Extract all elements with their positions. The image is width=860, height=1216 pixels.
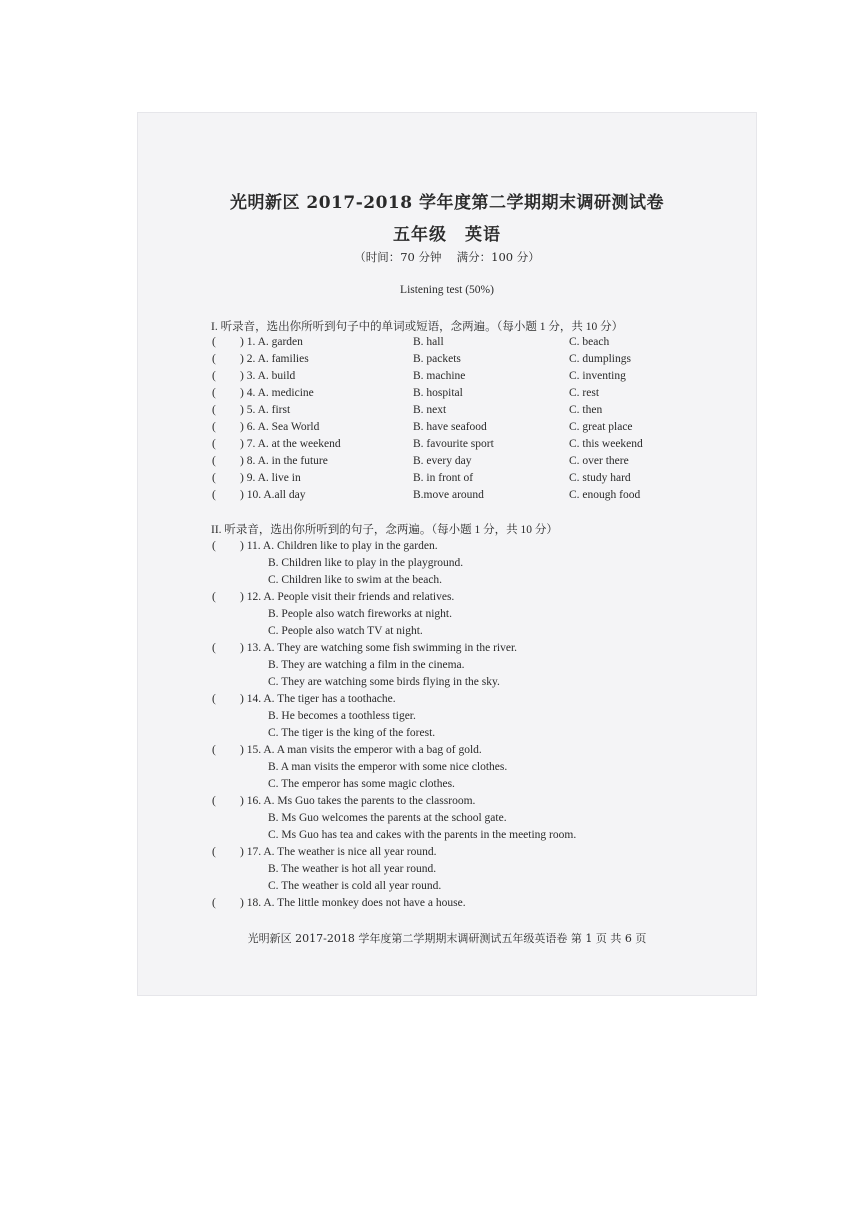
option-a: ) 6. A. Sea World	[240, 421, 320, 433]
option-c: C. enough food	[569, 489, 641, 501]
answer-bracket[interactable]: (	[212, 897, 216, 909]
exam-page	[137, 112, 757, 996]
option-b: B. The weather is hot all year round.	[268, 863, 437, 875]
answer-bracket[interactable]: (	[212, 591, 216, 603]
option-c: C. The emperor has some magic clothes.	[268, 778, 455, 790]
option-a: ) 14. A. The tiger has a toothache.	[240, 693, 396, 705]
answer-bracket[interactable]: (	[212, 455, 216, 467]
option-c: C. The tiger is the king of the forest.	[268, 727, 436, 739]
answer-bracket[interactable]: (	[212, 693, 216, 705]
option-a: ) 17. A. The weather is nice all year round.	[240, 846, 437, 858]
answer-bracket[interactable]: (	[212, 642, 216, 654]
option-a: ) 11. A. Children like to play in the garden.	[240, 540, 438, 552]
option-a: ) 4. A. medicine	[240, 387, 314, 399]
option-b: B. favourite sport	[413, 438, 494, 450]
option-b: B. machine	[413, 370, 466, 382]
option-b: B.move around	[413, 489, 484, 501]
option-c: C. Ms Guo has tea and cakes with the parents in the meeting room.	[268, 829, 577, 841]
option-c: C. They are watching some birds flying in the sky.	[268, 676, 500, 688]
answer-bracket[interactable]: (	[212, 370, 216, 382]
option-c: C. then	[569, 404, 603, 416]
option-a: ) 3. A. build	[240, 370, 296, 382]
option-b: B. hall	[413, 336, 444, 348]
answer-bracket[interactable]: (	[212, 472, 216, 484]
option-c: C. this weekend	[569, 438, 643, 450]
exam-info: （时间：70 分钟 满分：100 分）	[354, 250, 540, 264]
option-c: C. Children like to swim at the beach.	[268, 574, 443, 586]
answer-bracket[interactable]: (	[212, 744, 216, 756]
answer-bracket[interactable]: (	[212, 489, 216, 501]
option-b: B. A man visits the emperor with some nice clothes.	[268, 761, 508, 773]
option-a: ) 7. A. at the weekend	[240, 438, 341, 450]
option-b: B. They are watching a film in the cinema.	[268, 659, 465, 671]
option-a: ) 10. A.all day	[240, 489, 306, 501]
option-a: ) 12. A. People visit their friends and relatives.	[240, 591, 455, 603]
option-a: ) 2. A. families	[240, 353, 309, 365]
page-footer: 光明新区 2017-2018 学年度第二学期期末调研测试五年级英语卷 第 1 页 共 6 页	[247, 932, 647, 945]
option-b: B. next	[413, 404, 447, 416]
option-b: B. have seafood	[413, 421, 487, 433]
option-a: ) 8. A. in the future	[240, 455, 328, 467]
exam-subtitle: 五年级 英语	[393, 225, 501, 245]
option-a: ) 9. A. live in	[240, 472, 301, 484]
option-b: B. hospital	[413, 387, 463, 399]
option-b: B. He becomes a toothless tiger.	[268, 710, 416, 722]
option-b: B. packets	[413, 353, 461, 365]
exam-title: 光明新区 2017-2018 学年度第二学期期末调研测试卷	[229, 193, 665, 213]
option-c: C. great place	[569, 421, 633, 433]
answer-bracket[interactable]: (	[212, 387, 216, 399]
option-c: C. study hard	[569, 472, 631, 484]
option-c: C. dumplings	[569, 353, 631, 365]
option-a: ) 1. A. garden	[240, 336, 303, 348]
answer-bracket[interactable]: (	[212, 540, 216, 552]
answer-bracket[interactable]: (	[212, 404, 216, 416]
option-a: ) 5. A. first	[240, 404, 291, 416]
option-c: C. beach	[569, 336, 610, 348]
option-c: C. over there	[569, 455, 629, 467]
answer-bracket[interactable]: (	[212, 438, 216, 450]
option-b: B. Ms Guo welcomes the parents at the school gate.	[268, 812, 507, 824]
option-b: B. Children like to play in the playground.	[268, 557, 464, 569]
option-a: ) 18. A. The little monkey does not have a house.	[240, 897, 466, 909]
option-a: ) 15. A. A man visits the emperor with a bag of gold.	[240, 744, 482, 756]
test-label: Listening test (50%)	[400, 284, 494, 296]
section1-instruction: I. 听录音，选出你所听到句子中的单词或短语，念两遍。（每小题 1 分，共 10 分）	[211, 321, 624, 333]
option-c: C. People also watch TV at night.	[268, 625, 423, 637]
answer-bracket[interactable]: (	[212, 846, 216, 858]
option-b: B. People also watch fireworks at night.	[268, 608, 452, 620]
option-a: ) 16. A. Ms Guo takes the parents to the classroom.	[240, 795, 476, 807]
option-b: B. in front of	[413, 472, 474, 484]
option-b: B. every day	[413, 455, 472, 467]
answer-bracket[interactable]: (	[212, 421, 216, 433]
option-c: C. rest	[569, 387, 600, 399]
answer-bracket[interactable]: (	[212, 795, 216, 807]
option-a: ) 13. A. They are watching some fish swimming in the river.	[240, 642, 518, 654]
section2-instruction: II. 听录音，选出你所听到的句子，念两遍。（每小题 1 分，共 10 分）	[211, 524, 558, 536]
option-c: C. The weather is cold all year round.	[268, 880, 442, 892]
answer-bracket[interactable]: (	[212, 353, 216, 365]
answer-bracket[interactable]: (	[212, 336, 216, 348]
option-c: C. inventing	[569, 370, 626, 382]
